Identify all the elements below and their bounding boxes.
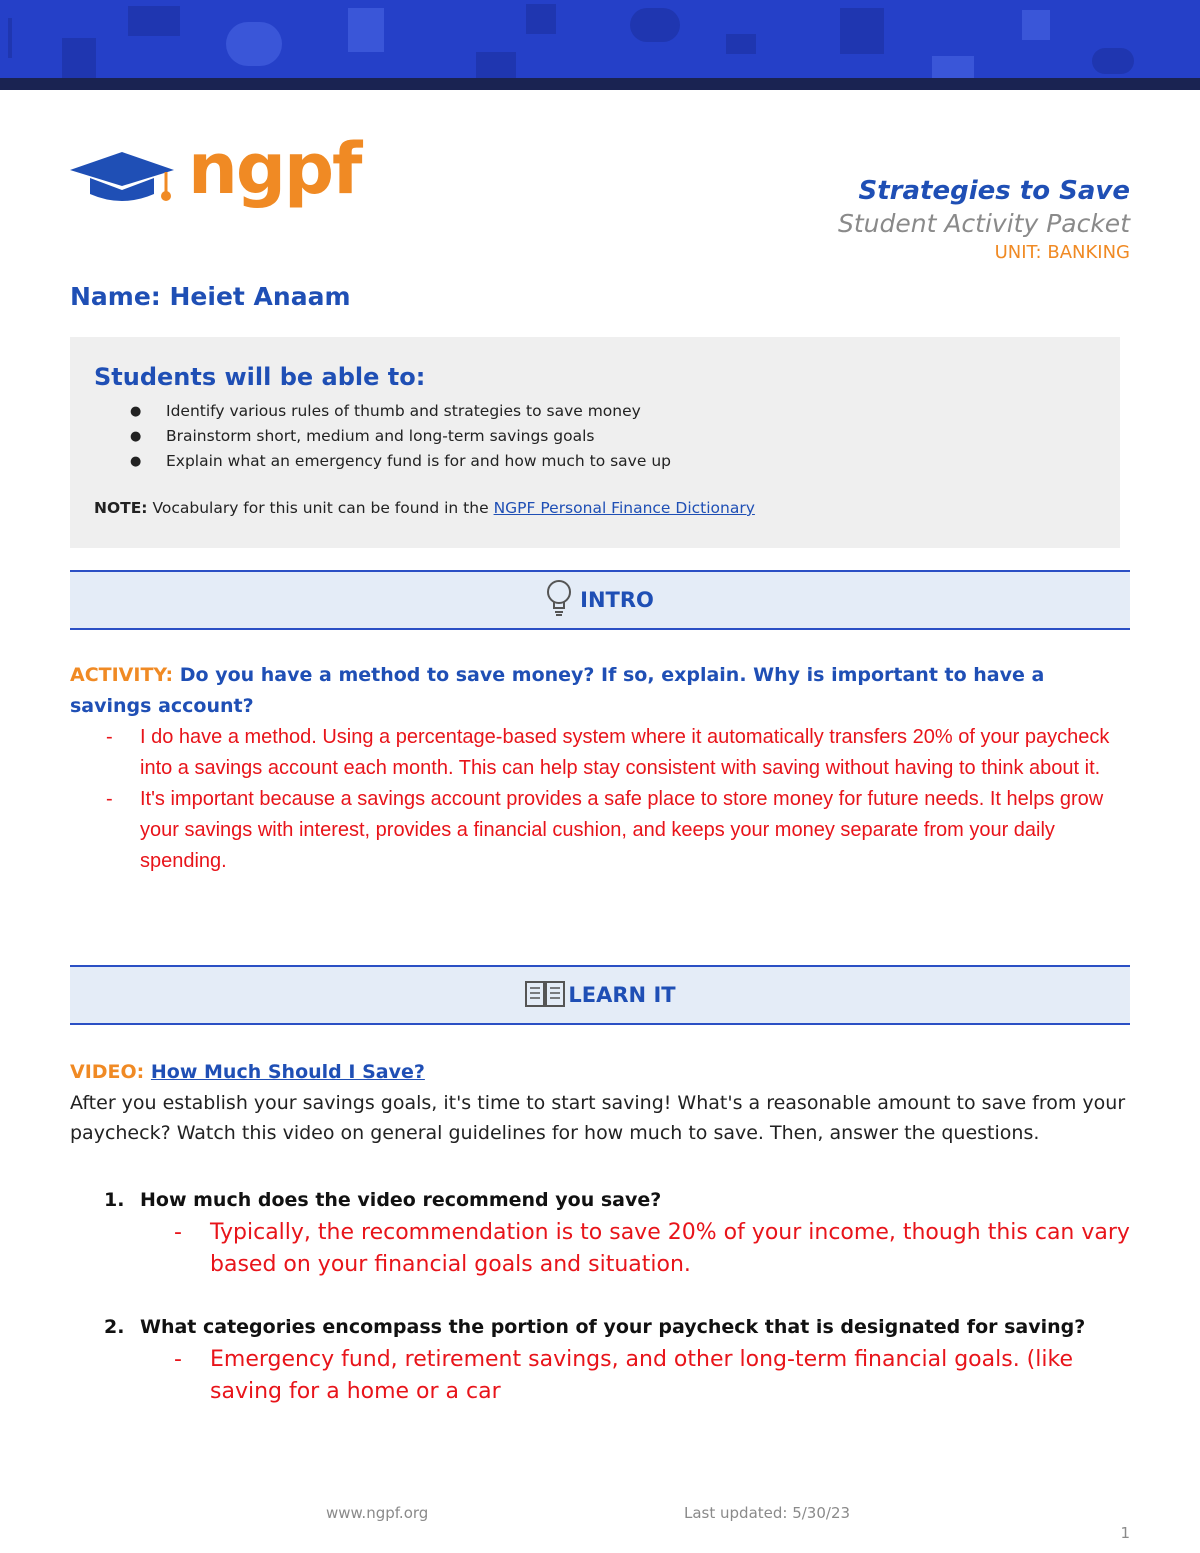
question-number: 1.	[104, 1189, 125, 1211]
question	[70, 1186, 1130, 1215]
activity-answers	[70, 722, 1130, 877]
video-label: VIDEO:	[70, 1061, 145, 1083]
page-number: 1	[1120, 1524, 1130, 1542]
activity-question-text: Do you have a method to save money? If so, explain. Why is important to have a savings account?	[70, 664, 1045, 717]
book-icon	[524, 978, 566, 1012]
intro-section-header	[70, 570, 1130, 630]
question-text: How much does the video recommend you save?	[140, 1189, 662, 1211]
objective-item: ● Identify various rules of thumb and strategies to save money	[130, 399, 671, 424]
objectives-heading: Students will be able to:	[94, 363, 426, 391]
ngpf-logo-text: ngpf	[188, 128, 361, 210]
note-text: Vocabulary for this unit can be found in the	[152, 499, 489, 517]
objective-item: ● Brainstorm short, medium and long-term savings goals	[130, 424, 671, 449]
video-link[interactable]: How Much Should I Save?	[150, 1061, 425, 1083]
unit-label: UNIT: BANKING	[994, 242, 1130, 263]
learning-objectives-box	[70, 337, 1120, 548]
document-title-block	[838, 174, 1130, 266]
folder-icon	[476, 52, 516, 78]
question-block	[70, 1186, 1130, 1281]
document-title: Strategies to Save	[858, 176, 1130, 206]
folder-icon	[726, 34, 756, 54]
header-banner	[0, 0, 1200, 78]
question	[70, 1313, 1130, 1342]
objective-item: ● Explain what an emergency fund is for and how much to save up	[130, 449, 671, 474]
learn-it-content	[70, 1058, 1130, 1408]
document-icon	[348, 8, 384, 52]
banner-bottom-strip	[0, 78, 1200, 90]
objectives-list	[130, 399, 671, 474]
vocabulary-note	[94, 499, 755, 517]
folder-icon	[128, 6, 180, 36]
piggy-bank-icon	[1092, 48, 1134, 74]
dictionary-link[interactable]: NGPF Personal Finance Dictionary	[493, 499, 755, 517]
learn-it-section-header	[70, 965, 1130, 1025]
footer-website: www.ngpf.org	[326, 1504, 429, 1522]
learn-it-label: LEARN IT	[568, 983, 676, 1007]
document-icon	[62, 38, 96, 78]
question-answer: - Emergency fund, retirement savings, and other long-term financial goals. (like saving for a home or a car	[70, 1344, 1130, 1408]
lightbulb-icon	[546, 578, 572, 622]
document-subtitle: Student Activity Packet	[837, 209, 1130, 238]
graduation-cap-logo-icon	[70, 138, 180, 218]
calculator-icon	[1022, 10, 1050, 40]
question-block	[70, 1313, 1130, 1408]
activity-answer: - I do have a method. Using a percentage-based system where it automatically transfers 20% of your paycheck into a savings account each month. This can help stay consistent with saving without having to think about it.	[70, 722, 1130, 784]
video-line	[70, 1058, 1130, 1086]
question-answer: - Typically, the recommendation is to save 20% of your income, though this can vary based on your financial goals and situation.	[70, 1217, 1130, 1281]
piggy-bank-icon	[630, 8, 680, 42]
piggy-bank-icon	[226, 22, 282, 66]
calculator-icon	[526, 4, 556, 34]
activity-question	[70, 660, 1130, 722]
note-label: NOTE:	[94, 499, 148, 517]
question-number: 2.	[104, 1316, 125, 1338]
folder-icon	[932, 56, 974, 78]
banner-decoration	[8, 18, 12, 58]
calculator-icon	[840, 8, 884, 54]
footer-last-updated: Last updated: 5/30/23	[684, 1504, 851, 1522]
question-text: What categories encompass the portion of your paycheck that is designated for saving?	[140, 1316, 1086, 1338]
intro-activity	[70, 660, 1130, 877]
video-description: After you establish your savings goals, it's time to start saving! What's a reasonable amount to save from your paycheck? Watch this video on general guidelines for how much to save. Then, answer the questions.	[70, 1092, 1126, 1144]
student-name: Name: Heiet Anaam	[70, 282, 351, 311]
intro-label: INTRO	[580, 588, 654, 612]
activity-answer: - It's important because a savings account provides a safe place to store money for future needs. It helps grow your savings with interest, provides a financial cushion, and keeps your money separate from your daily spending.	[70, 784, 1130, 877]
activity-label: ACTIVITY:	[70, 664, 174, 686]
